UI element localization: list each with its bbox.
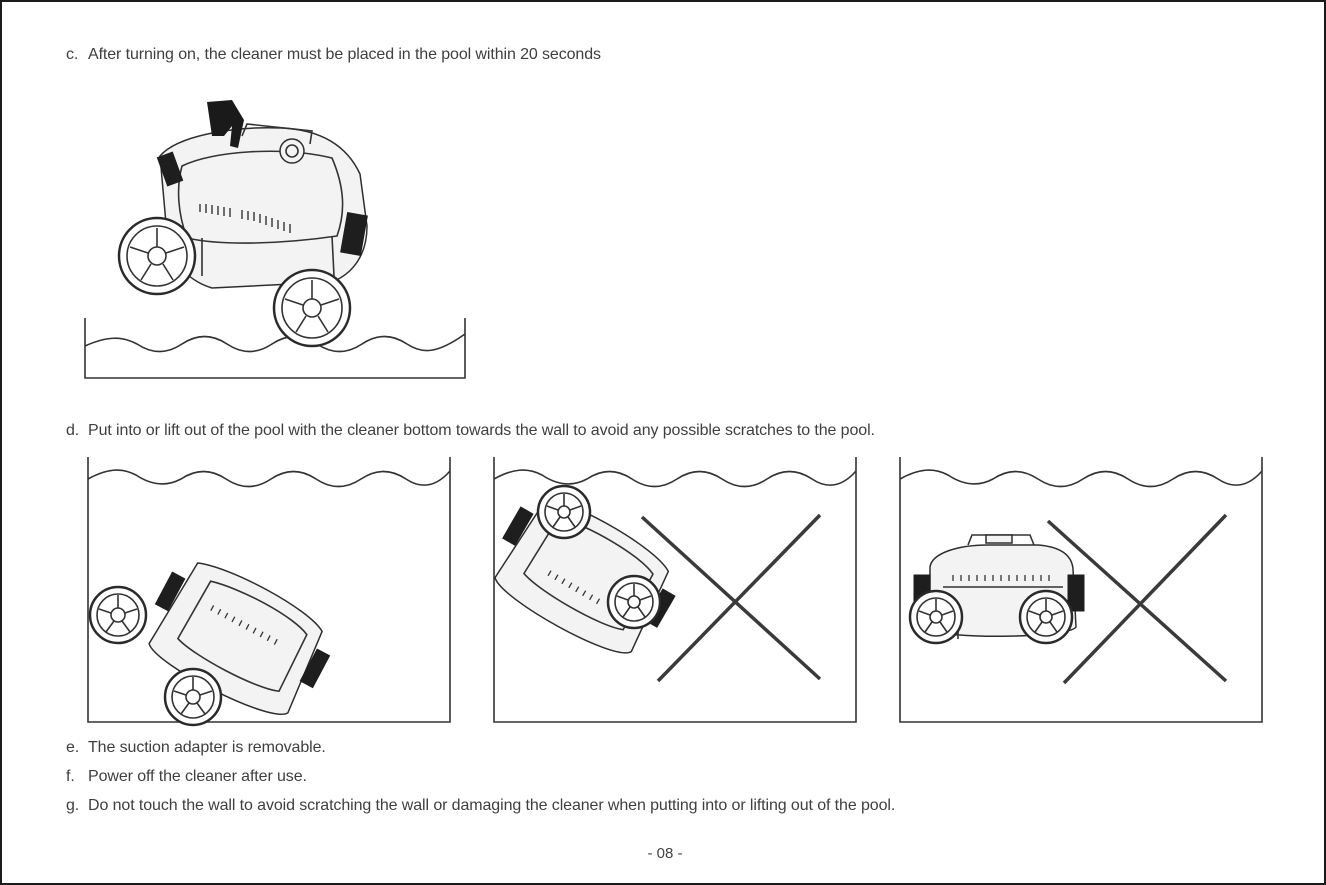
instruction-d-text: Put into or lift out of the pool with the cleaner bottom towards the wall to avoid any possible scratches to the pool. [88, 422, 875, 439]
instruction-d-marker: d. [66, 422, 80, 439]
page-number: - 08 - [647, 845, 683, 862]
cleaner-tilted-wrong-icon [492, 457, 860, 727]
instruction-c-marker: c. [66, 46, 79, 63]
instruction-c [66, 46, 601, 64]
instruction-d [66, 422, 875, 440]
instruction-e-text: The suction adapter is removable. [88, 739, 326, 756]
hand-holding-cleaner-over-pool-icon [82, 96, 472, 386]
instruction-g [66, 797, 895, 815]
cleaner-upright-wrong-icon [898, 457, 1266, 727]
instruction-f-marker: f. [66, 768, 75, 785]
instruction-e [66, 739, 326, 757]
instruction-g-text: Do not touch the wall to avoid scratching the wall or damaging the cleaner when putting into or lifting out of the pool. [88, 797, 896, 814]
instruction-e-marker: e. [66, 739, 80, 756]
instruction-g-marker: g. [66, 797, 80, 814]
instruction-c-text: After turning on, the cleaner must be placed in the pool within 20 seconds [88, 46, 601, 63]
instruction-f [66, 768, 307, 786]
instruction-f-text: Power off the cleaner after use. [88, 768, 307, 785]
cleaner-bottom-to-wall-correct-icon [86, 457, 454, 727]
